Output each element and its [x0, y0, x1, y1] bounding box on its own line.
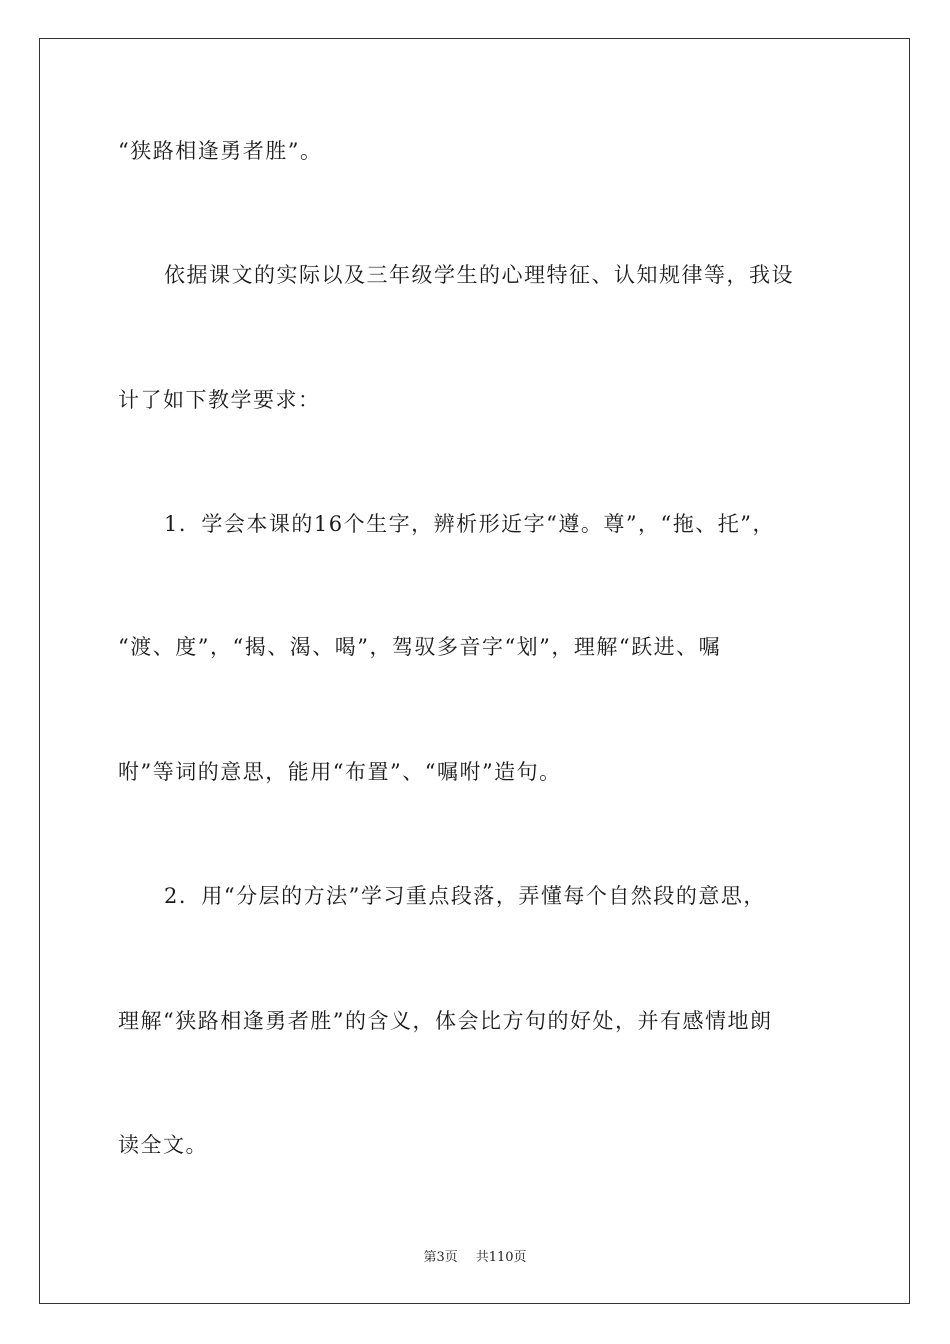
- text-line-5: “渡、度”，“揭、渴、喝”，驾驭多音字“划”，理解“跃进、嘱: [118, 635, 722, 659]
- text-line-2: 依据课文的实际以及三年级学生的心理特征、认知规律等，我设: [164, 263, 794, 287]
- page-total: 共110页: [475, 1250, 527, 1265]
- text-line-6: 咐”等词的意思，能用“布置”、“嘱咐”造句。: [118, 760, 562, 784]
- page-footer: [0, 1246, 950, 1265]
- text-line-9: 读全文。: [118, 1133, 208, 1157]
- text-line-7: 2．用“分层的方法”学习重点段落，弄懂每个自然段的意思，: [164, 884, 766, 908]
- text-line-8: 理解“狭路相逢勇者胜”的含义，体会比方句的好处，并有感情地朗: [118, 1009, 773, 1033]
- text-line-3: 计了如下教学要求：: [118, 388, 321, 412]
- page-border: [39, 38, 910, 1304]
- text-line-4: 1．学会本课的16个生字，辨析形近字“遵。尊”，“拖、托”，: [164, 512, 776, 536]
- text-line-1: “狭路相逢勇者胜”。: [118, 139, 323, 163]
- page-number: 第3页: [423, 1250, 458, 1265]
